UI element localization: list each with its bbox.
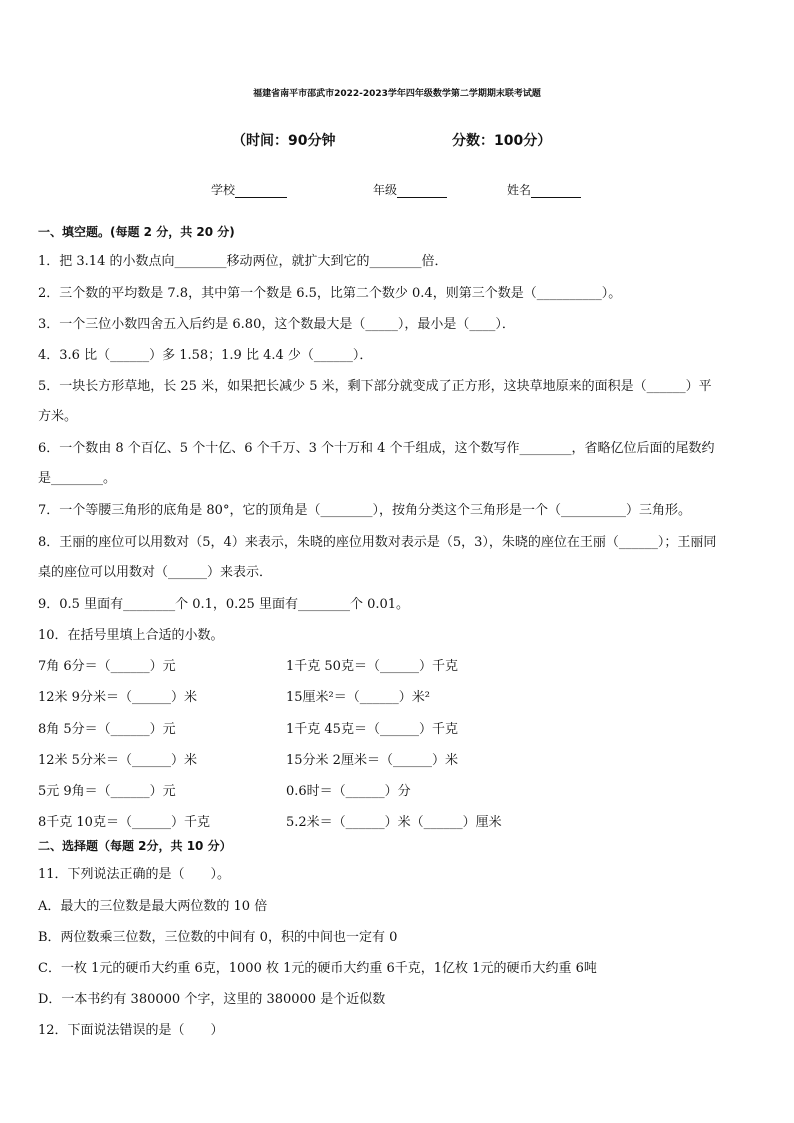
grade-field[interactable]	[373, 181, 447, 198]
conversion-left-6: 8千克 10克＝（______）千克	[38, 815, 210, 830]
name-blank[interactable]	[531, 184, 581, 198]
question-6-cont: 是________。	[38, 471, 117, 486]
school-blank[interactable]	[235, 184, 287, 198]
question-2: 2．三个数的平均数是 7.8，其中第一个数是 6.5，比第二个数少 0.4，则第三个数是（__________）。	[38, 286, 622, 301]
question-11-option-a: A．最大的三位数是最大两位数的 10 倍	[38, 899, 268, 914]
question-11-option-c: C．一枚 1元的硬币大约重 6克，1000 枚 1元的硬币大约重 6千克，1亿枚 1元的硬币大约重 6吨	[38, 961, 597, 976]
question-10: 10．在括号里填上合适的小数。	[38, 628, 224, 643]
question-11-option-b: B．两位数乘三位数，三位数的中间有 0，积的中间也一定有 0	[38, 930, 398, 945]
conversion-right-2: 15厘米²＝（______）米²	[286, 690, 430, 705]
question-5-cont: 方米。	[38, 409, 78, 424]
conversion-left-2: 12米 9分米＝（______）米	[38, 690, 197, 705]
section-fill-in-heading: 一、填空题。(每题 2 分，共 20 分)	[38, 225, 235, 239]
question-11: 11．下列说法正确的是（ ）。	[38, 867, 231, 882]
exam-title: 福建省南平市邵武市2022-2023学年四年级数学第二学期期末联考试题	[253, 89, 541, 99]
question-7: 7．一个等腰三角形的底角是 80°，它的顶角是（________），按角分类这个三角形是一个（__________）三角形。	[38, 503, 691, 518]
name-field[interactable]	[507, 181, 581, 198]
conversion-right-4: 15分米 2厘米＝（______）米	[286, 753, 458, 768]
name-label: 姓名	[507, 183, 532, 197]
conversion-right-1: 1千克 50克＝（______）千克	[286, 659, 458, 674]
question-9: 9．0.5 里面有________个 0.1，0.25 里面有________个 0.01。	[38, 597, 410, 612]
question-12: 12．下面说法错误的是（ ）	[38, 1023, 224, 1038]
question-3: 3．一个三位小数四舍五入后约是 6.80，这个数最大是（_____），最小是（____）．	[38, 317, 515, 332]
conversion-right-5: 0.6时＝（______）分	[286, 784, 411, 799]
question-8-cont: 桌的座位可以用数对（______）来表示．	[38, 565, 273, 580]
conversion-right-6: 5.2米＝（______）米（______）厘米	[286, 815, 502, 830]
question-4: 4．3.6 比（______）多 1.58；1.9 比 4.4 少（______）．	[38, 348, 373, 363]
question-5: 5．一块长方形草地，长 25 米，如果把长减少 5 米，剩下部分就变成了正方形，这块草地原来的面积是（______）平	[38, 379, 712, 394]
conversion-left-5: 5元 9角＝（______）元	[38, 784, 176, 799]
exam-time: （时间：90分钟	[232, 133, 336, 149]
conversion-left-1: 7角 6分＝（______）元	[38, 659, 176, 674]
conversion-right-3: 1千克 45克＝（______）千克	[286, 722, 458, 737]
question-11-option-d: D．一本书约有 380000 个字，这里的 380000 是个近似数	[38, 992, 386, 1007]
conversion-left-4: 12米 5分米＝（______）米	[38, 753, 197, 768]
grade-blank[interactable]	[397, 184, 447, 198]
school-field[interactable]	[211, 181, 287, 198]
question-1: 1．把 3.14 的小数点向________移动两位，就扩大到它的________倍．	[38, 254, 448, 269]
question-6: 6．一个数由 8 个百亿、5 个十亿、6 个千万、3 个十万和 4 个千组成，这个数写作________，省略亿位后面的尾数约	[38, 441, 715, 456]
question-8: 8．王丽的座位可以用数对（5，4）来表示，朱晓的座位用数对表示是（5，3），朱晓的座位在王丽（______）；王丽同	[38, 535, 717, 550]
school-label: 学校	[211, 183, 236, 197]
exam-score: 分数：100分）	[452, 133, 552, 149]
conversion-left-3: 8角 5分＝（______）元	[38, 722, 176, 737]
exam-meta	[0, 130, 794, 152]
student-info	[0, 181, 794, 201]
section-choice-heading: 二、选择题（每题 2分，共 10 分）	[38, 839, 232, 853]
grade-label: 年级	[373, 183, 398, 197]
